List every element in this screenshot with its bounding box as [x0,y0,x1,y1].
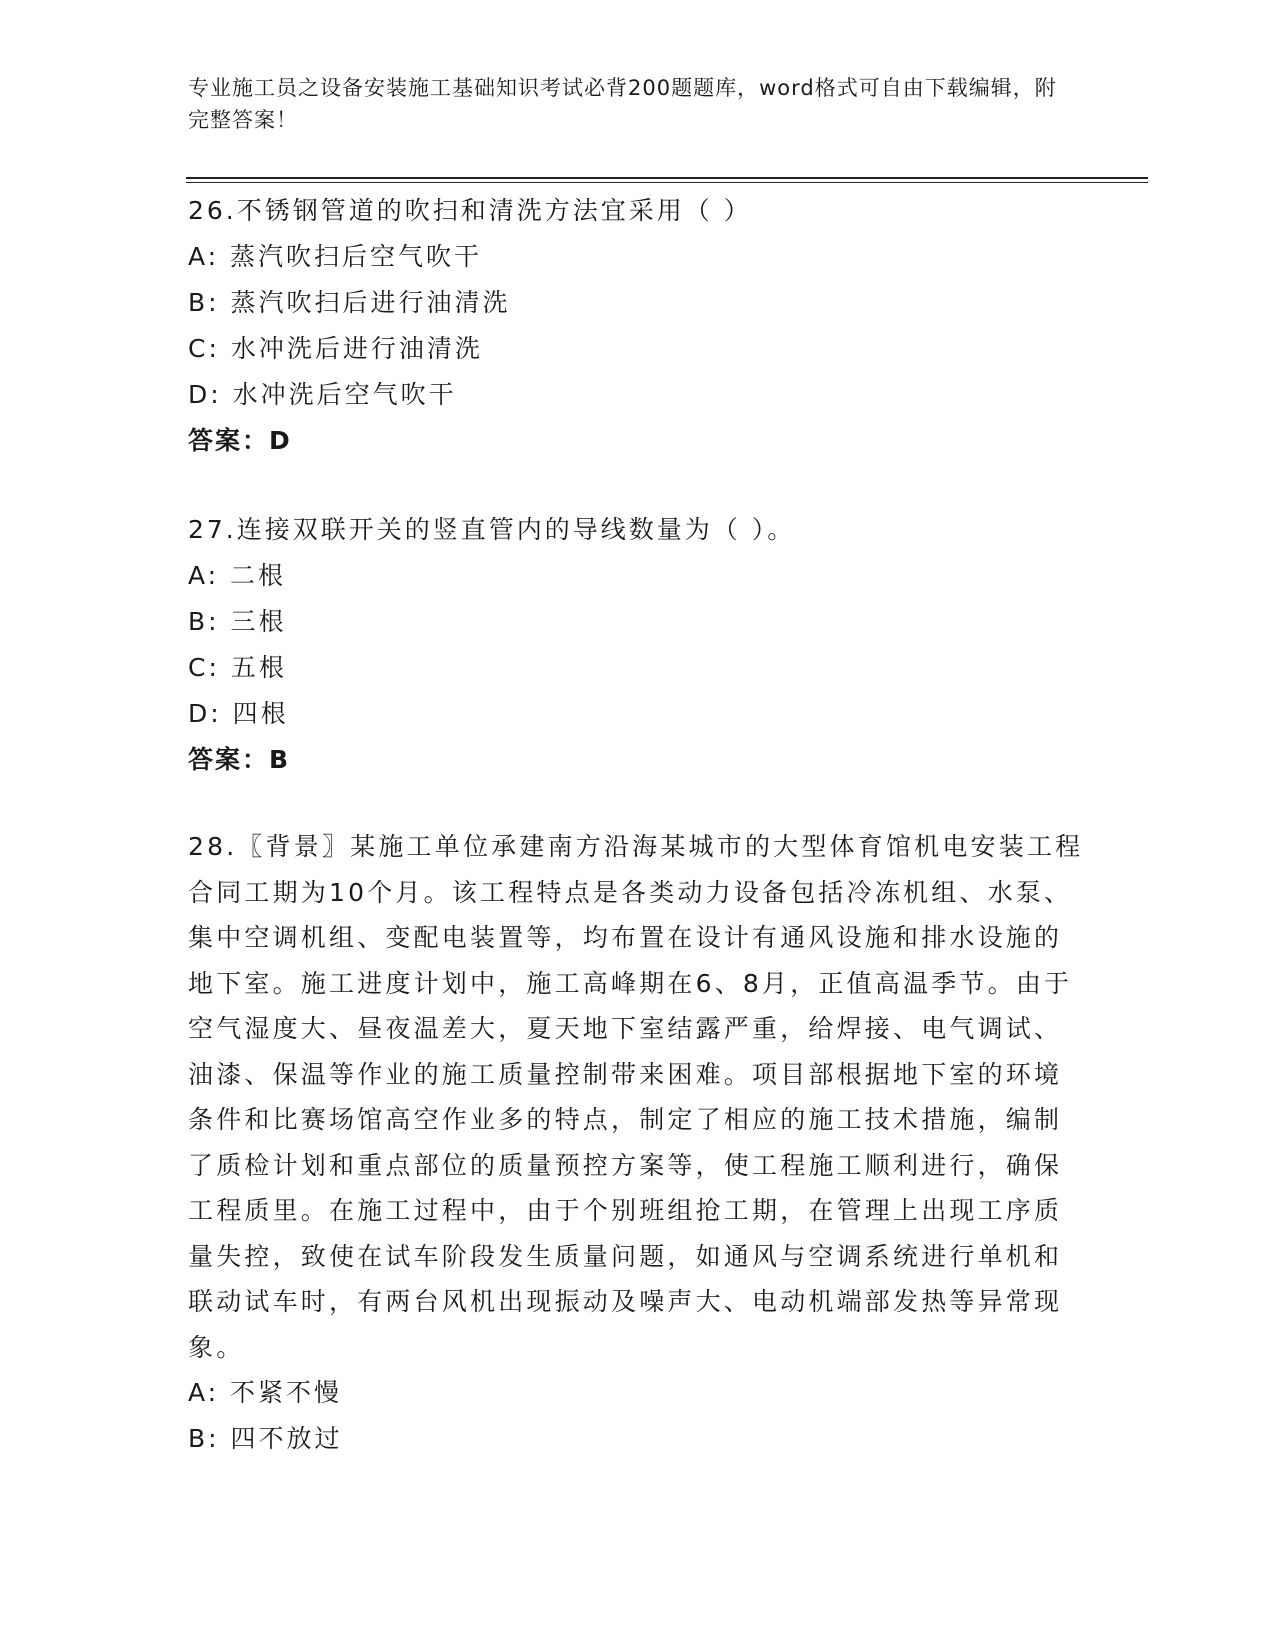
option-d: D: 四根 [188,699,289,728]
option-b: B: 四不放过 [188,1424,343,1453]
option-c: C: 水冲洗后进行油清洗 [188,334,483,363]
question-26 [188,188,1088,464]
question-27 [188,507,1088,783]
question-stem: 28.〖背景〗某施工单位承建南方沿海某城市的大型体育馆机电安装工程合同工期为10个月。该工程特点是各类动力设备包括冷冻机组、水泵、集中空调机组、变配电装置等，均布置在设计有通风设施和排水设施的地下室。施工进度计划中，施工高峰期在6、8月，正值高温季节。由于空气湿度大、昼夜温差大，夏天地下室结露严重，给焊接、电气调试、油漆、保温等作业的施工质量控制带来困难。项目部根据地下室的环境条件和比赛场馆高空作业多的特点，制定了相应的施工技术措施，编制了质检计划和重点部位的质量预控方案等，使工程施工顺利进行，确保工程质里。在施工过程中，由于个别班组抢工期，在管理上出现工序质量失控，致使在试车阶段发生质量问题，如通风与空调系统进行单机和联动试车时，有两台风机出现振动及噪声大、电动机端部发热等异常现象。 [188,832,1084,1362]
header-divider [186,177,1148,183]
question-28 [188,824,1088,1462]
option-a: A: 二根 [188,561,287,590]
option-a: A: 不紧不慢 [188,1378,343,1407]
option-d: D: 水冲洗后空气吹干 [188,380,457,409]
answer-line: 答案：B [188,745,291,774]
option-b: B: 三根 [188,607,287,636]
option-b: B: 蒸汽吹扫后进行油清洗 [188,288,511,317]
question-stem: 26.不锈钢管道的吹扫和清洗方法宜采用（ ） [188,196,752,225]
answer-line: 答案：D [188,426,292,455]
option-c: C: 五根 [188,653,287,682]
document-header: 专业施工员之设备安装施工基础知识考试必背200题题库，word格式可自由下载编辑，附完整答案！ [188,76,1057,132]
option-a: A: 蒸汽吹扫后空气吹干 [188,242,483,271]
question-stem: 27.连接双联开关的竖直管内的导线数量为（ ）。 [188,515,796,544]
